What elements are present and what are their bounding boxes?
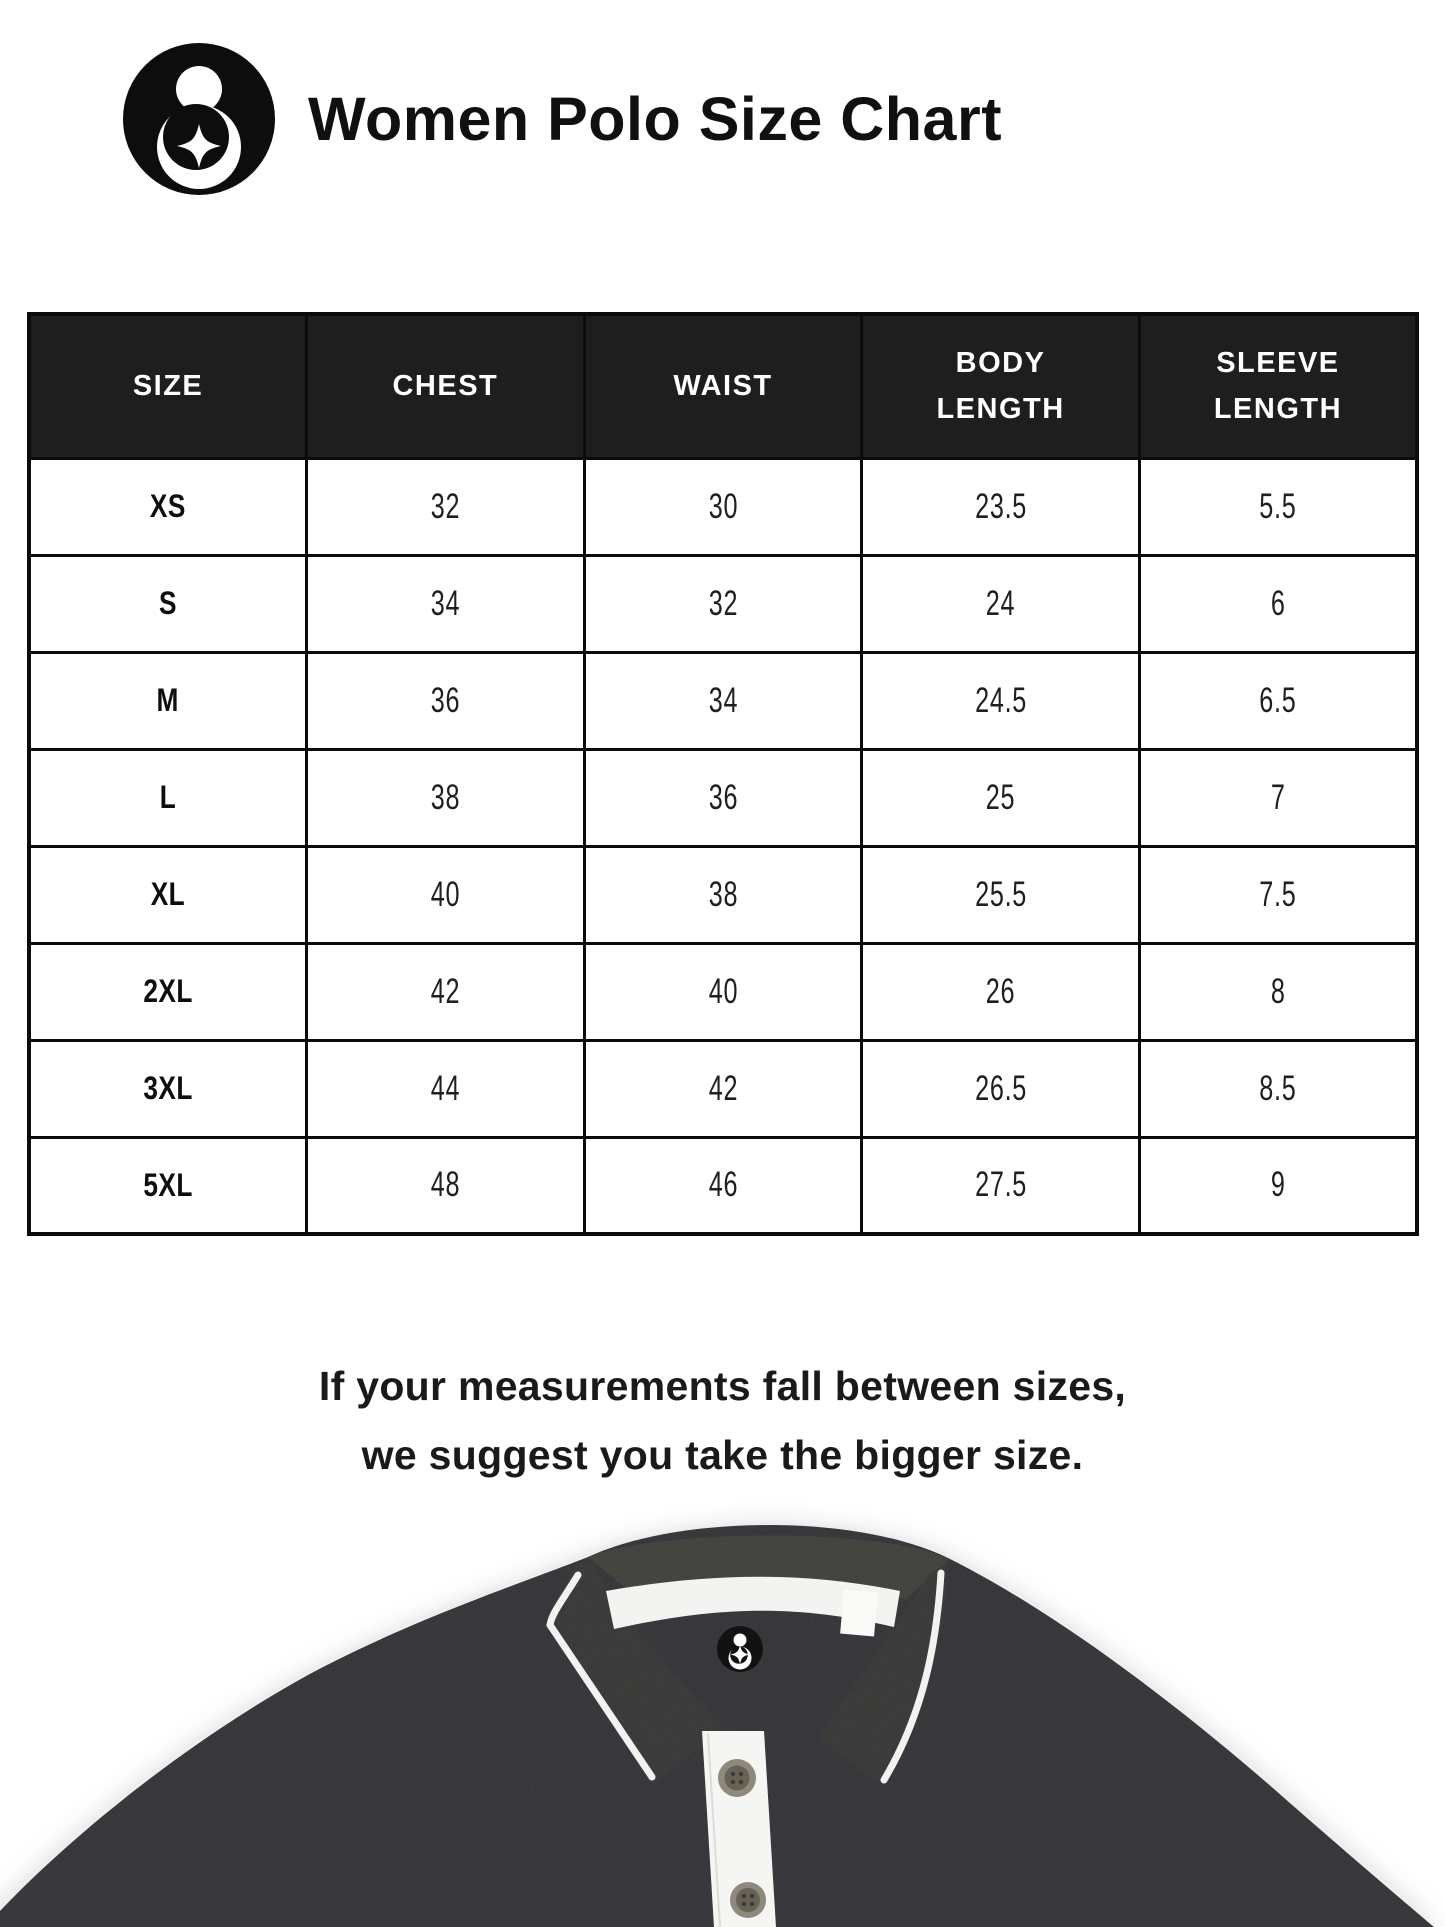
- cell-waist: [584, 846, 862, 943]
- polo-shirt-image: [0, 1531, 1445, 1927]
- sleeve-length-value: 7: [1270, 777, 1286, 817]
- column-header-body-length: [862, 314, 1140, 458]
- size-label: 5XL: [143, 1166, 193, 1203]
- cell-chest: [307, 943, 585, 1040]
- waist-value: 38: [708, 874, 738, 914]
- cell-body-length: [862, 652, 1140, 749]
- body-length-value: 26.5: [974, 1068, 1027, 1108]
- size-label: XL: [150, 876, 186, 912]
- cell-size: [29, 846, 307, 943]
- waist-value: 42: [708, 1068, 738, 1108]
- cell-body-length: [862, 1137, 1140, 1234]
- brand-header: [120, 40, 1002, 198]
- table-row: [29, 1137, 1417, 1234]
- column-header-label: SLEEVE LENGTH: [1213, 346, 1343, 426]
- cell-body-length: [862, 846, 1140, 943]
- table-row: [29, 1040, 1417, 1137]
- cell-sleeve-length: [1139, 1040, 1417, 1137]
- size-label: XS: [150, 488, 186, 524]
- column-header-label: WAIST: [673, 370, 773, 403]
- column-header-chest: [307, 314, 585, 458]
- page-title: Women Polo Size Chart: [308, 85, 1003, 153]
- cell-size: [29, 458, 307, 555]
- polo-neck-label: [840, 1590, 878, 1637]
- waist-value: 34: [708, 680, 738, 720]
- body-length-value: 24: [985, 583, 1016, 623]
- size-chart-table-head: [29, 314, 1417, 458]
- body-length-value: 27.5: [974, 1165, 1027, 1205]
- size-label: S: [159, 585, 178, 621]
- waist-value: 32: [708, 583, 738, 623]
- cell-body-length: [862, 1040, 1140, 1137]
- brand-logo-icon: [120, 40, 278, 198]
- chest-value: 38: [430, 777, 461, 817]
- sleeve-length-value: 7.5: [1259, 874, 1297, 914]
- cell-sleeve-length: [1139, 1137, 1417, 1234]
- sleeve-length-value: 6.5: [1259, 680, 1297, 720]
- fit-note: [0, 1352, 1445, 1490]
- cell-size: [29, 1040, 307, 1137]
- cell-sleeve-length: [1139, 555, 1417, 652]
- cell-chest: [307, 1137, 585, 1234]
- sleeve-length-value: 5.5: [1259, 486, 1297, 526]
- cell-sleeve-length: [1139, 458, 1417, 555]
- size-label: M: [156, 682, 180, 718]
- sleeve-length-value: 8: [1270, 971, 1286, 1011]
- table-row: [29, 652, 1417, 749]
- chest-value: 40: [430, 874, 461, 914]
- cell-size: [29, 652, 307, 749]
- cell-sleeve-length: [1139, 652, 1417, 749]
- cell-size: [29, 555, 307, 652]
- cell-body-length: [862, 749, 1140, 846]
- cell-chest: [307, 846, 585, 943]
- polo-logo-patch: [717, 1626, 763, 1672]
- body-length-value: 23.5: [974, 486, 1027, 526]
- column-header-waist: [584, 314, 862, 458]
- cell-sleeve-length: [1139, 846, 1417, 943]
- cell-size: [29, 1137, 307, 1234]
- body-length-value: 25: [985, 777, 1016, 817]
- size-chart-table-body: [29, 458, 1417, 1234]
- body-length-value: 24.5: [974, 680, 1027, 720]
- table-row: [29, 458, 1417, 555]
- table-row: [29, 555, 1417, 652]
- cell-waist: [584, 749, 862, 846]
- polo-button-top: [718, 1759, 756, 1797]
- cell-waist: [584, 652, 862, 749]
- column-header-label: SIZE: [132, 370, 204, 403]
- fit-note-line1: If your measurements fall between sizes,: [318, 1363, 1127, 1409]
- size-chart-table: [27, 312, 1419, 1236]
- cell-sleeve-length: [1139, 749, 1417, 846]
- cell-waist: [584, 1040, 862, 1137]
- column-header-label: BODY LENGTH: [936, 346, 1065, 426]
- sleeve-length-value: 6: [1270, 583, 1286, 623]
- table-row: [29, 749, 1417, 846]
- column-header-sleeve-length: [1139, 314, 1417, 458]
- chest-value: 48: [430, 1165, 461, 1205]
- waist-value: 40: [708, 971, 738, 1011]
- cell-chest: [307, 555, 585, 652]
- fit-note-line2: we suggest you take the bigger size.: [361, 1432, 1084, 1478]
- waist-value: 46: [708, 1165, 738, 1205]
- table-row: [29, 943, 1417, 1040]
- sleeve-length-value: 9: [1270, 1165, 1286, 1205]
- cell-chest: [307, 458, 585, 555]
- polo-button-bottom: [730, 1882, 766, 1918]
- chest-value: 32: [430, 486, 461, 526]
- chest-value: 42: [430, 971, 461, 1011]
- cell-body-length: [862, 943, 1140, 1040]
- size-label: L: [159, 779, 177, 815]
- column-header-label: CHEST: [392, 370, 499, 403]
- cell-size: [29, 749, 307, 846]
- cell-body-length: [862, 555, 1140, 652]
- size-label: 2XL: [143, 973, 193, 1009]
- table-row: [29, 846, 1417, 943]
- cell-body-length: [862, 458, 1140, 555]
- cell-waist: [584, 458, 862, 555]
- waist-value: 30: [708, 486, 738, 526]
- table-header-row: [29, 314, 1417, 458]
- cell-chest: [307, 1040, 585, 1137]
- cell-sleeve-length: [1139, 943, 1417, 1040]
- body-length-value: 25.5: [974, 874, 1027, 914]
- cell-waist: [584, 943, 862, 1040]
- chest-value: 34: [430, 583, 461, 623]
- waist-value: 36: [708, 777, 738, 817]
- cell-chest: [307, 749, 585, 846]
- size-label: 3XL: [143, 1070, 193, 1106]
- polo-shirt-illustration: [0, 1531, 1445, 1927]
- cell-waist: [584, 1137, 862, 1234]
- chest-value: 36: [430, 680, 461, 720]
- cell-size: [29, 943, 307, 1040]
- sleeve-length-value: 8.5: [1259, 1068, 1297, 1108]
- body-length-value: 26: [985, 971, 1016, 1011]
- chest-value: 44: [430, 1068, 461, 1108]
- cell-waist: [584, 555, 862, 652]
- column-header-size: [29, 314, 307, 458]
- cell-chest: [307, 652, 585, 749]
